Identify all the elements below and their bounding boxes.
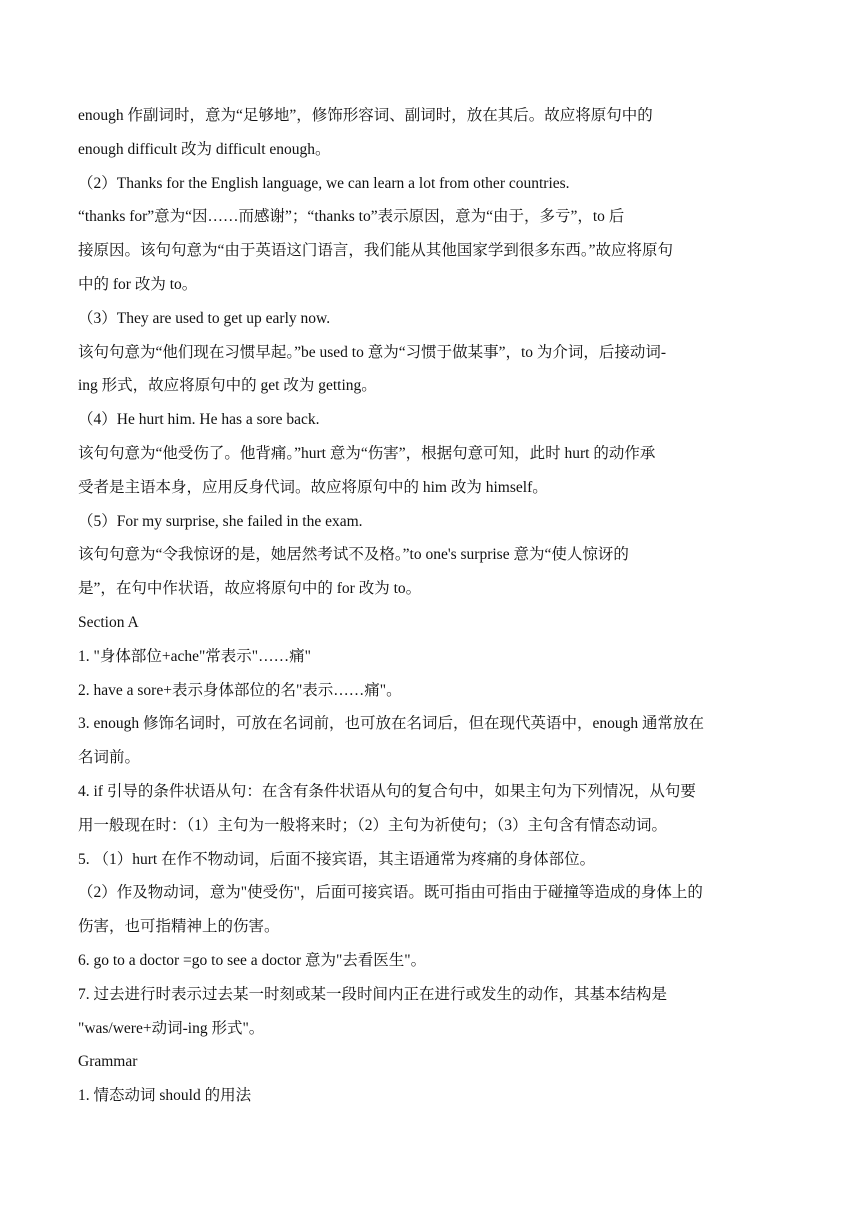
text-line: 受者是主语本身，应用反身代词。故应将原句中的 him 改为 himself。 xyxy=(78,478,548,496)
list-item: 1. 情态动词 should 的用法 xyxy=(78,1087,252,1105)
text-line: 用一般现在时：（1）主句为一般将来时；（2）主句为祈使句；（3）主句含有情态动词。 xyxy=(78,816,668,834)
text-line: （5）For my surprise, she failed in the exam. xyxy=(78,512,363,530)
text-line: “thanks for”意为“因……而感谢”；“thanks to”表示原因，意为“由于，多亏”，to 后 xyxy=(78,208,625,226)
text-line: "was/were+动词-ing 形式"。 xyxy=(78,1019,265,1037)
text-line: （3）They are used to get up early now. xyxy=(78,309,331,327)
text-line: enough difficult 改为 difficult enough。 xyxy=(78,140,331,158)
text-line: 该句句意为“令我惊讶的是，她居然考试不及格。”to one's surprise 意为“使人惊讶的 xyxy=(78,546,629,564)
text-line: 名词前。 xyxy=(78,749,141,767)
list-item: 6. go to a doctor =go to see a doctor 意为"去看医生"。 xyxy=(78,951,427,969)
list-item: 2. have a sore+表示身体部位的名"表示……痛"。 xyxy=(78,681,402,699)
text-line: （2）作及物动词，意为"使受伤"，后面可接宾语。既可指由可指由于碰撞等造成的身体上的 xyxy=(78,884,703,902)
document-body xyxy=(78,99,784,1113)
text-line: 该句句意为“他们现在习惯早起。”be used to 意为“习惯于做某事”，to 为介词，后接动词- xyxy=(78,343,667,361)
list-item: 1. "身体部位+ache"常表示"……痛" xyxy=(78,647,311,665)
list-item: 4. if 引导的条件状语从句：在含有条件状语从句的复合句中，如果主句为下列情况，从句要 xyxy=(78,782,696,800)
section-heading: Grammar xyxy=(78,1053,138,1071)
list-item: 7. 过去进行时表示过去某一时刻或某一段时间内正在进行或发生的动作，其基本结构是 xyxy=(78,985,668,1003)
list-item: 3. enough 修饰名词时，可放在名词前，也可放在名词后，但在现代英语中，enough 通常放在 xyxy=(78,715,705,733)
text-line: （4）He hurt him. He has a sore back. xyxy=(78,411,320,429)
text-line: ing 形式，故应将原句中的 get 改为 getting。 xyxy=(78,377,377,395)
text-line: 是”，在句中作状语，故应将原句中的 for 改为 to。 xyxy=(78,580,422,598)
text-line: 中的 for 改为 to。 xyxy=(78,275,198,293)
text-line: 该句句意为“他受伤了。他背痛。”hurt 意为“伤害”，根据句意可知，此时 hurt 的动作承 xyxy=(78,444,656,462)
text-line: 伤害，也可指精神上的伤害。 xyxy=(78,918,280,936)
section-heading: Section A xyxy=(78,613,139,631)
text-line: enough 作副词时，意为“足够地”，修饰形容词、副词时，放在其后。故应将原句中的 xyxy=(78,107,653,124)
text-line: （2）Thanks for the English language, we can learn a lot from other countries. xyxy=(78,174,570,192)
list-item: 5. （1）hurt 在作不物动词，后面不接宾语，其主语通常为疼痛的身体部位。 xyxy=(78,850,596,868)
text-line: 接原因。该句句意为“由于英语这门语言，我们能从其他国家学到很多东西。”故应将原句 xyxy=(78,242,674,260)
